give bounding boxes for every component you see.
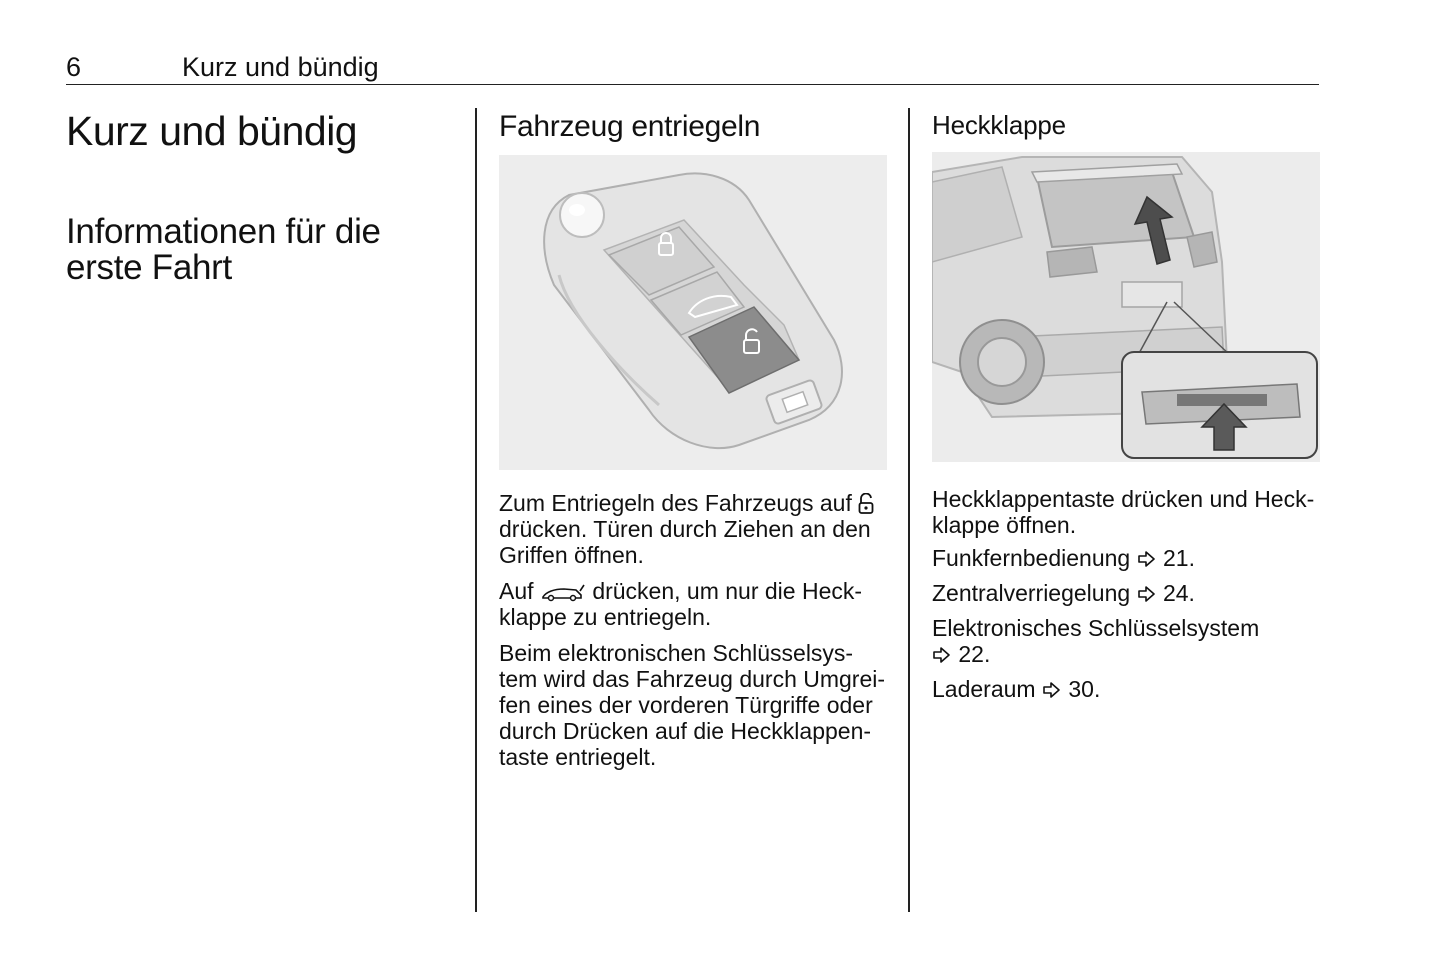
- key-fob-drawing: [499, 155, 887, 470]
- text-line: Griffen öffnen.: [499, 542, 644, 568]
- reference-label: Elektronisches Schlüsselsystem: [932, 615, 1260, 641]
- running-title: Kurz und bündig: [182, 52, 379, 82]
- reference-page: 22.: [958, 641, 991, 667]
- tailgate-icon: [540, 583, 586, 603]
- reference-page: 30.: [1068, 676, 1101, 702]
- text-span: drücken, um nur die Heck-: [592, 578, 863, 604]
- unlock-icon: [858, 493, 874, 515]
- text-span: Auf: [499, 578, 534, 604]
- text-line: drücken. Türen durch Ziehen an den: [499, 516, 871, 542]
- reference-page: 24.: [1162, 580, 1195, 606]
- text-line: taste entriegelt.: [499, 744, 657, 770]
- reference-label: Zentralverriegelung: [932, 580, 1131, 606]
- key-fob-illustration: [499, 155, 887, 470]
- section-title: [66, 214, 466, 286]
- text-line: Beim elektronischen Schlüsselsys-: [499, 640, 854, 666]
- text-line: klappe öffnen.: [932, 512, 1077, 538]
- reference-funkfernbedienung[interactable]: [932, 545, 1324, 571]
- text-line: [499, 490, 891, 516]
- header-rule: [66, 84, 1319, 85]
- chapter-title: Kurz und bündig: [66, 108, 358, 154]
- unlock-paragraph-1: [499, 490, 891, 568]
- tailgate-illustration: [932, 152, 1320, 462]
- section-title-line: erste Fahrt: [66, 248, 232, 287]
- unlock-paragraph-3: [499, 640, 891, 770]
- reference-arrow-icon: [932, 646, 952, 664]
- text-line: durch Drücken auf die Heckklappen-: [499, 718, 872, 744]
- text-line: klappe zu entriegeln.: [499, 604, 712, 630]
- text-line: Heckklappentaste drücken und Heck-: [932, 486, 1315, 512]
- reference-arrow-icon: [1042, 681, 1062, 699]
- tailgate-heading: Heckklappe: [932, 110, 1066, 140]
- text-line: fen eines der vorderen Türgriffe oder: [499, 692, 873, 718]
- text-line: [932, 641, 1324, 667]
- section-title-line: Informationen für die: [66, 212, 381, 251]
- reference-arrow-icon: [1137, 550, 1157, 568]
- text-line: [499, 578, 891, 604]
- tailgate-paragraph-1: [932, 486, 1324, 538]
- unlock-paragraph-2: [499, 578, 891, 630]
- reference-arrow-icon: [1137, 585, 1157, 603]
- text-span: Zum Entriegeln des Fahrzeugs auf: [499, 490, 852, 516]
- reference-schluesselsystem[interactable]: [932, 615, 1324, 667]
- reference-zentralverriegelung[interactable]: [932, 580, 1324, 606]
- car-rear-drawing: [932, 152, 1320, 462]
- column-divider-right: [908, 108, 910, 912]
- unlock-heading: Fahrzeug entriegeln: [499, 110, 761, 143]
- reference-label: Laderaum: [932, 676, 1036, 702]
- page-number: 6: [66, 52, 82, 82]
- column-divider-left: [475, 108, 477, 912]
- text-line: tem wird das Fahrzeug durch Umgrei-: [499, 666, 886, 692]
- reference-page: 21.: [1163, 545, 1195, 571]
- reference-laderaum[interactable]: [932, 676, 1324, 702]
- reference-label: Funkfernbedienung: [932, 545, 1131, 571]
